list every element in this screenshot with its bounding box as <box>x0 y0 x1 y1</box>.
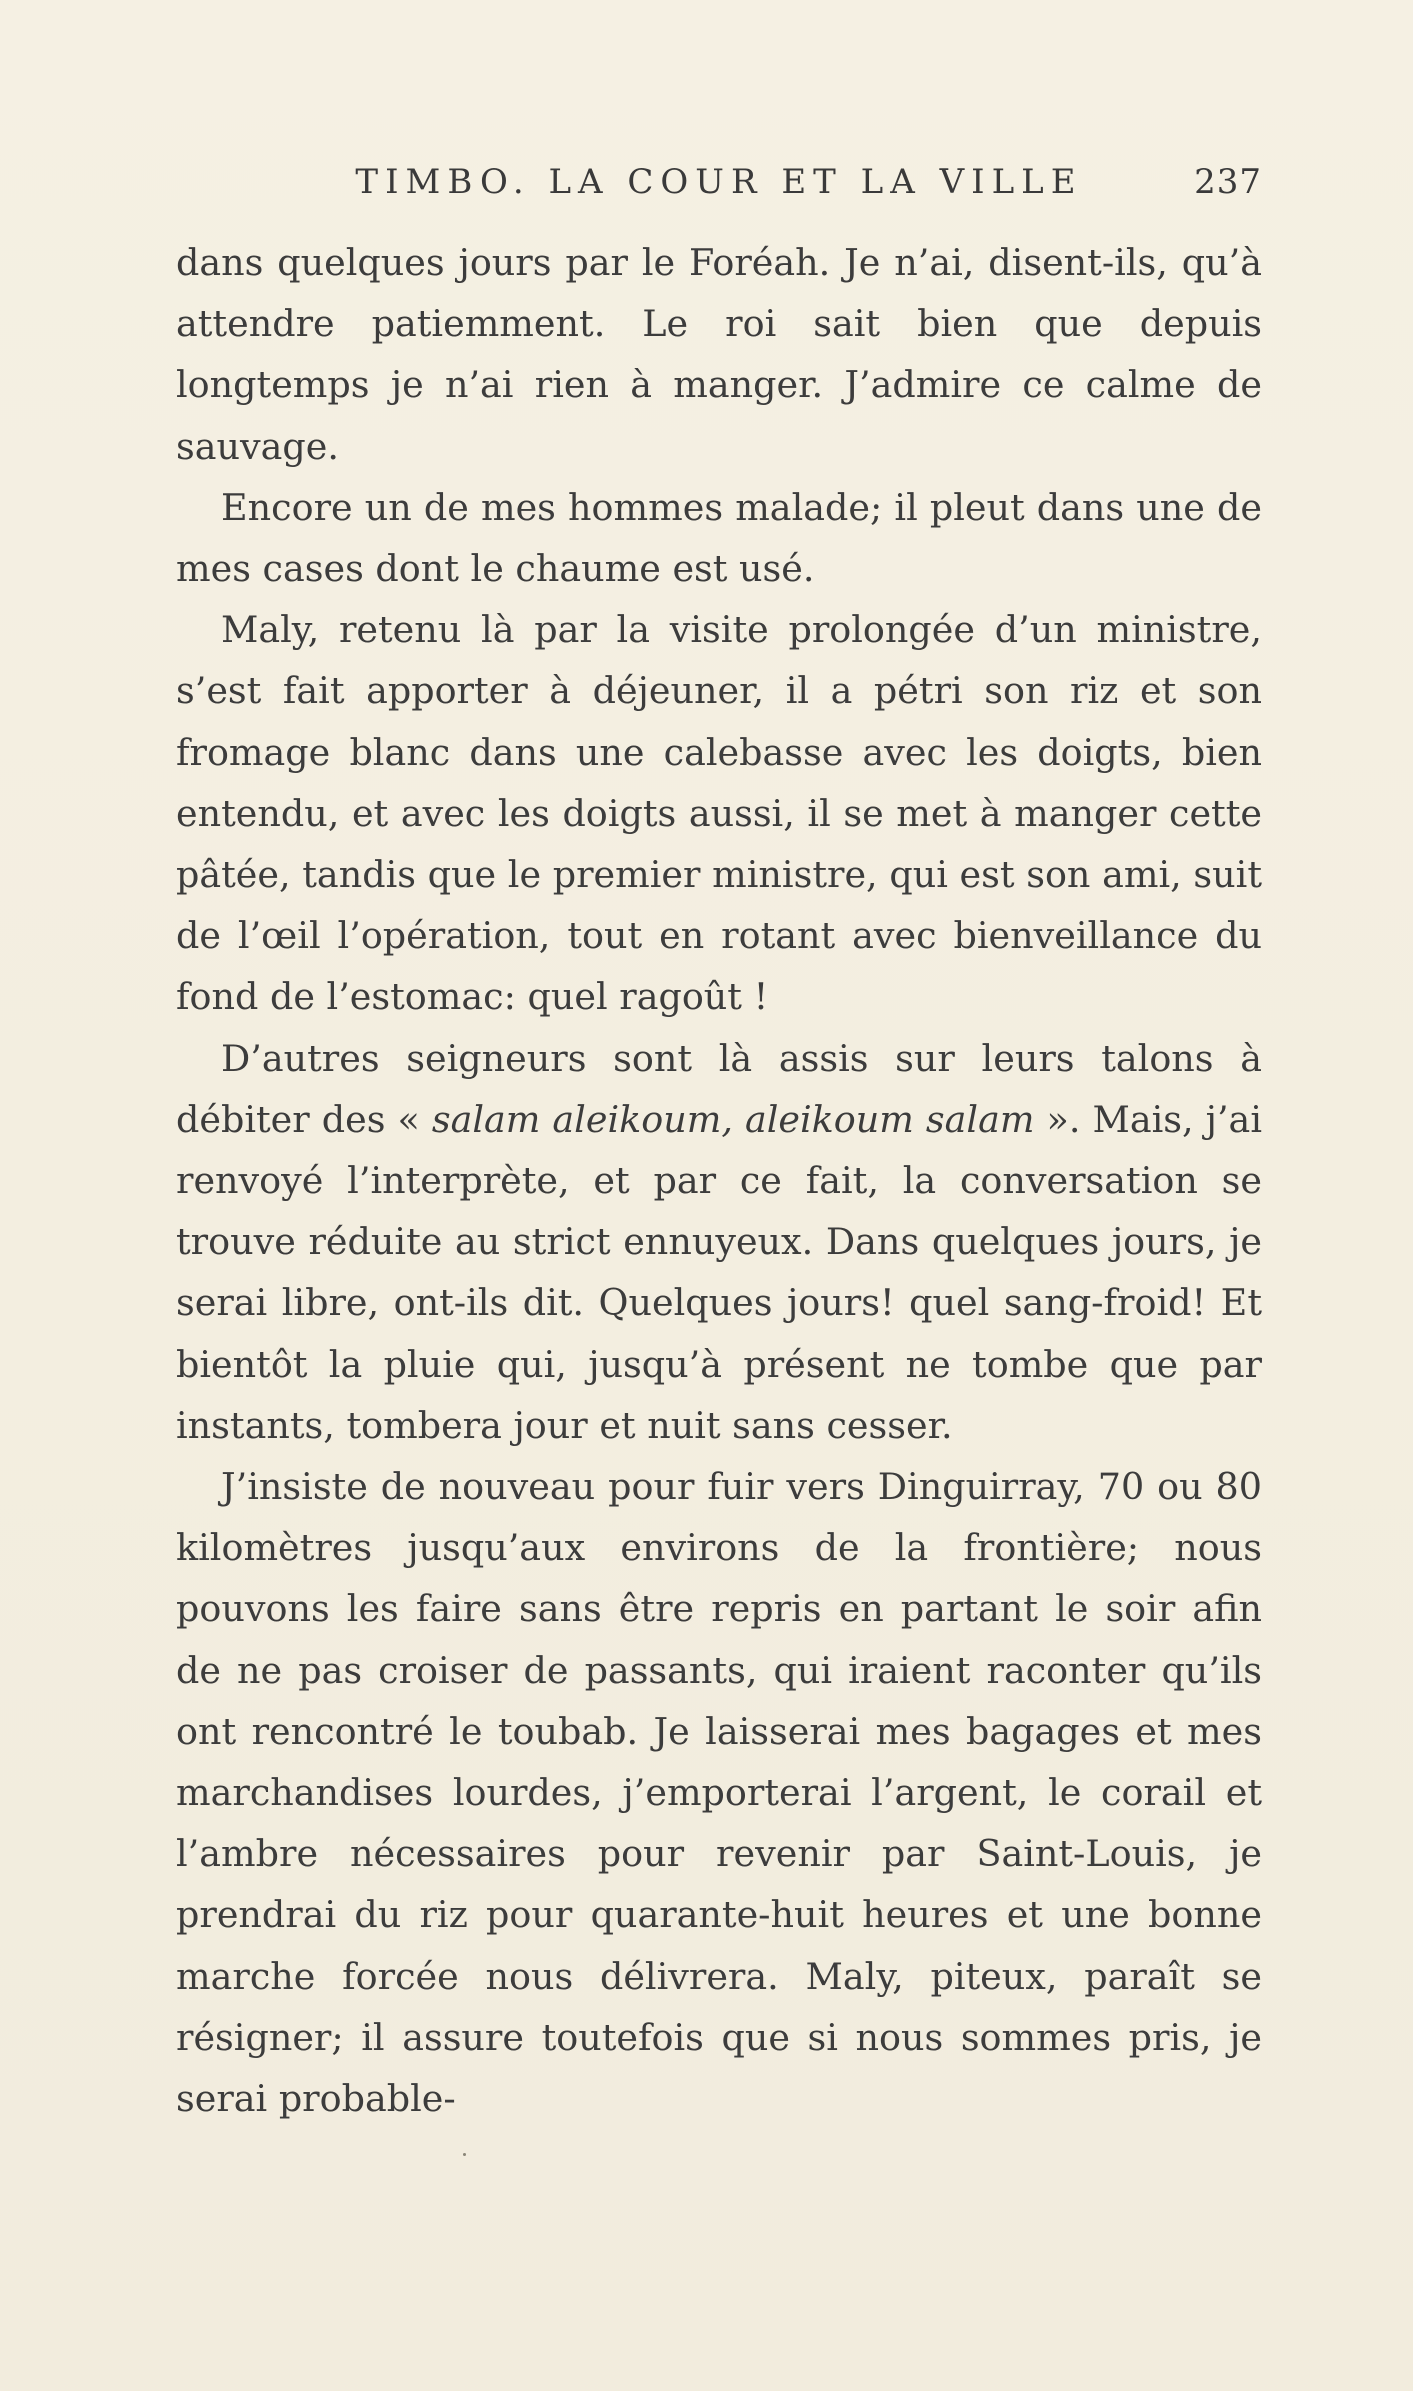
paragraph <box>176 599 1262 1027</box>
text-run: Encore un de mes hommes malade; il pleut dans une de mes cases dont le chaume est usé. <box>176 485 1262 591</box>
italic-phrase: salam aleikoum, aleikoum salam <box>431 1097 1035 1141</box>
paragraph <box>176 1028 1262 1456</box>
running-title: TIMBO. LA COUR ET LA VILLE <box>355 162 1083 202</box>
paragraph <box>176 232 1262 477</box>
body-text <box>176 232 1262 2129</box>
text-run: J’insiste de nouveau pour fuir vers Dinguirray, 70 ou 80 kilomètres jusqu’aux environs de la frontière; nous pouvons les faire sans être repris en partant le soir afin de ne pas croiser de passants, qui iraient raconter qu’ils ont rencontré le toubab. Je laisserai mes bagages et mes marchandises lourdes, j’emporterai l’argent, le corail et l’ambre nécessaires pour revenir par Saint-Louis, je prendrai du riz pour quarante-huit heures et une bonne marche forcée nous délivrera. Maly, piteux, paraît se résigner; il assure toutefois que si nous sommes pris, je serai probable- <box>176 1465 1262 2121</box>
text-run: Maly, retenu là par la visite prolongée d’un ministre, s’est fait apporter à déjeuner, il a pétri son riz et son fromage blanc dans une calebasse avec les doigts, bien entendu, et avec les doigts aussi, il se met à manger cette pâtée, tandis que le premier ministre, qui est son ami, suit de l’œil l’opération, tout en rotant avec bienveillance du fond de l’estomac: quel ragoût ! <box>176 608 1262 1019</box>
text-run: dans quelques jours par le Foréah. Je n’ai, disent-ils, qu’à attendre patiemment. Le roi sait bien que depuis longtemps je n’ai rien à manger. J’admire ce calme de sauvage. <box>176 241 1262 468</box>
running-head <box>176 162 1262 214</box>
paragraph <box>176 1456 1262 2129</box>
paragraph <box>176 477 1262 599</box>
page-number: 237 <box>1194 162 1262 202</box>
paper-speck <box>463 2153 466 2156</box>
text-run: D’autres seigneurs sont là assis sur leurs talons à débiter des « <box>176 1036 1262 1141</box>
text-run: ». Mais, j’ai renvoyé l’interprète, et par ce fait, la conversation se trouve réduite au strict ennuyeux. Dans quelques jours, je serai libre, ont-ils dit. Quelques jours! quel sang-froid! Et bientôt la pluie qui, jusqu’à présent ne tombe que par instants, tombera jour et nuit sans cesser. <box>176 1097 1262 1447</box>
